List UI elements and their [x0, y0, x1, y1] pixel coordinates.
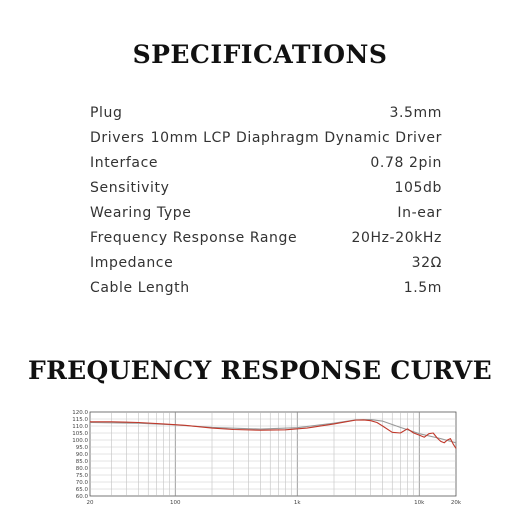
x-tick-label: 20	[86, 500, 94, 506]
frequency-response-chart	[60, 404, 470, 508]
spec-label: Plug	[90, 105, 123, 121]
spec-row-impedance	[90, 255, 442, 277]
spec-row-plug	[90, 105, 442, 127]
y-tick-label: 65.0	[75, 487, 88, 493]
spec-row-frequency-response-range	[90, 230, 442, 252]
spec-label: Cable Length	[90, 280, 190, 296]
spec-label: Sensitivity	[90, 180, 170, 196]
spec-value: 32Ω	[411, 255, 442, 271]
spec-row-cable-length	[90, 280, 442, 302]
y-tick-label: 80.0	[75, 466, 88, 472]
y-tick-label: 110.0	[72, 424, 88, 430]
y-tick-label: 115.0	[72, 417, 88, 423]
spec-value: 105db	[394, 180, 442, 196]
spec-value: 0.78 2pin	[370, 155, 442, 171]
y-tick-label: 95.0	[75, 445, 88, 451]
y-tick-label: 75.0	[75, 473, 88, 479]
spec-row-drivers	[90, 130, 442, 152]
spec-row-interface	[90, 155, 442, 177]
x-tick-label: 1k	[293, 500, 301, 506]
spec-label: Wearing Type	[90, 205, 192, 221]
spec-label: Drivers	[90, 130, 145, 146]
spec-value: 10mm LCP Diaphragm Dynamic Driver	[150, 130, 442, 146]
spec-value: 3.5mm	[389, 105, 442, 121]
x-tick-label: 100	[170, 500, 181, 506]
y-tick-label: 85.0	[75, 459, 88, 465]
x-tick-label: 10k	[414, 500, 425, 506]
spec-label: Impedance	[90, 255, 174, 271]
spec-label: Interface	[90, 155, 159, 171]
specifications-title: SPECIFICATIONS	[132, 40, 388, 69]
spec-label: Frequency Response Range	[90, 230, 298, 246]
y-tick-label: 105.0	[72, 431, 88, 437]
y-tick-label: 70.0	[75, 480, 88, 486]
frequency-response-title: FREQUENCY RESPONSE CURVE	[28, 356, 492, 385]
y-tick-label: 60.0	[75, 494, 88, 500]
spec-row-sensitivity	[90, 180, 442, 202]
y-tick-label: 100.0	[72, 438, 88, 444]
spec-value: 20Hz-20kHz	[351, 230, 442, 246]
y-tick-label: 90.0	[75, 452, 88, 458]
x-tick-label: 20k	[450, 500, 462, 506]
spec-value: In-ear	[397, 205, 442, 221]
spec-value: 1.5m	[403, 280, 442, 296]
spec-row-wearing-type	[90, 205, 442, 227]
y-tick-label: 120.0	[72, 410, 88, 416]
